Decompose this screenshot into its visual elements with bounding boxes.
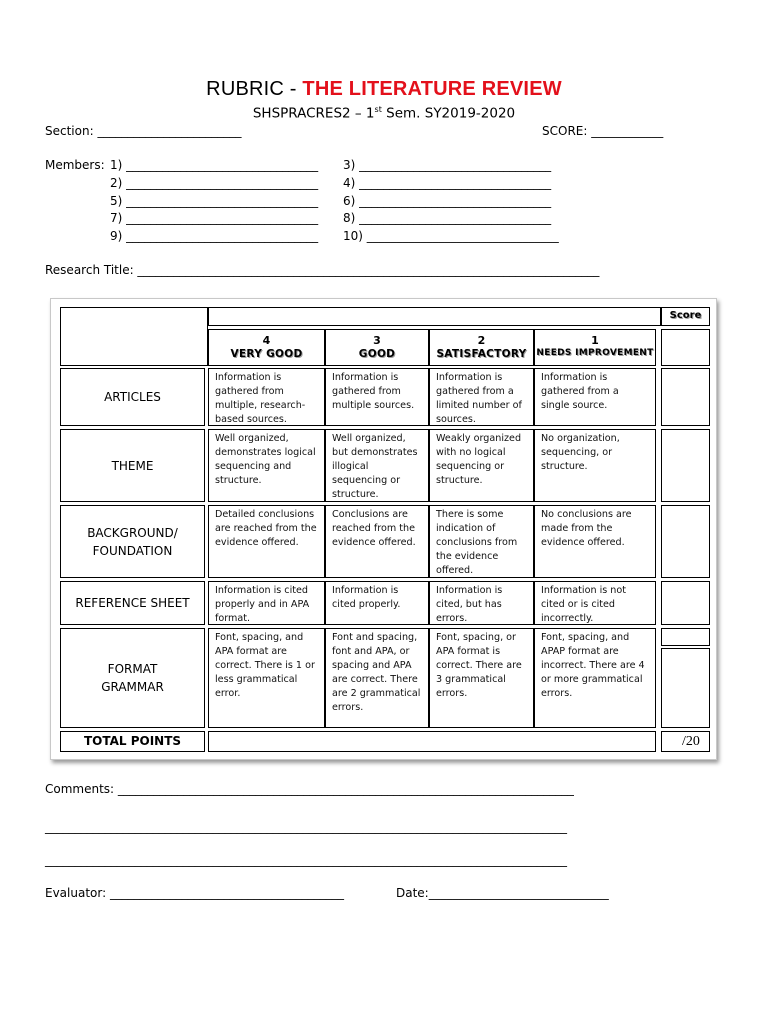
level-num-3: 3 xyxy=(373,334,381,347)
date-field[interactable]: Date:______________________________ xyxy=(396,886,609,900)
level-header-3 xyxy=(325,329,429,366)
score-cell-format[interactable] xyxy=(661,648,710,728)
criterion-cell: Font, spacing, and APA format are correct. There is 1 or less grammatical error. xyxy=(208,628,325,728)
criterion-cell: Well organized, but demonstrates illogical sequencing or structure. xyxy=(325,429,429,502)
page-title xyxy=(0,78,768,101)
comment-line-3[interactable]: _______________________________________________________________________________________ xyxy=(45,853,567,867)
evaluator-field[interactable]: Evaluator: _______________________________________ xyxy=(45,886,344,900)
total-points-label: TOTAL POINTS xyxy=(60,731,205,752)
title-main: THE LITERATURE REVIEW xyxy=(302,78,562,100)
member-8-field[interactable]: 8) ________________________________ xyxy=(343,211,552,225)
score-cell-background[interactable] xyxy=(661,505,710,578)
member-4-field[interactable]: 4) ________________________________ xyxy=(343,176,552,190)
member-3-field[interactable]: 3) ________________________________ xyxy=(343,158,552,172)
criterion-cell: No organization, sequencing, or structure. xyxy=(534,429,656,502)
score-header: Score xyxy=(661,307,710,326)
criterion-cell: No conclusions are made from the evidence offered. xyxy=(534,505,656,578)
total-points-value[interactable]: /20 xyxy=(661,731,710,752)
criterion-cell: Font, spacing, and APAP format are incorrect. There are 4 or more grammatical errors. xyxy=(534,628,656,728)
member-2-field[interactable]: 2) ________________________________ xyxy=(110,176,319,190)
criterion-cell: Weakly organized with no logical sequencing or structure. xyxy=(429,429,534,502)
header-top-blank xyxy=(208,307,661,326)
criterion-cell: Font, spacing, or APA format is correct. There are 3 grammatical errors. xyxy=(429,628,534,728)
subtitle-sup: st xyxy=(374,105,382,114)
level-header-2 xyxy=(429,329,534,366)
row-label-format-grammar: FORMAT GRAMMAR xyxy=(60,628,205,728)
score-header-blank xyxy=(661,329,710,366)
score-field[interactable]: SCORE: ____________ xyxy=(542,124,664,138)
criterion-cell: Conclusions are reached from the evidence offered. xyxy=(325,505,429,578)
member-5-field[interactable]: 5) ________________________________ xyxy=(110,194,319,208)
level-header-4 xyxy=(208,329,325,366)
title-prefix: RUBRIC - xyxy=(206,78,303,100)
comment-line-2[interactable]: _______________________________________________________________________________________ xyxy=(45,820,567,834)
level-label-2: SATISFACTORY xyxy=(436,348,527,360)
row-label-theme: THEME xyxy=(60,429,205,502)
research-title-field[interactable]: Research Title: _____________________________________________________________________________ xyxy=(45,263,600,277)
level-num-1: 1 xyxy=(591,334,599,347)
criterion-cell: Information is gathered from multiple, research-based sources. xyxy=(208,368,325,426)
criterion-cell: Information is cited, but has errors. xyxy=(429,581,534,625)
criterion-cell: Information is gathered from multiple sources. xyxy=(325,368,429,426)
subtitle-post: Sem. SY2019-2020 xyxy=(381,105,516,122)
criterion-cell: There is some indication of conclusions from the evidence offered. xyxy=(429,505,534,578)
level-label-3: GOOD xyxy=(358,348,396,360)
level-num-4: 4 xyxy=(262,334,271,347)
level-num-2: 2 xyxy=(477,334,486,347)
total-blank xyxy=(208,731,656,752)
member-9-field[interactable]: 9) ________________________________ xyxy=(110,229,319,243)
section-field[interactable]: Section: ________________________ xyxy=(45,124,242,138)
criterion-cell: Well organized, demonstrates logical sequencing and structure. xyxy=(208,429,325,502)
member-1-field[interactable]: 1) ________________________________ xyxy=(110,158,319,172)
score-cell-format-top[interactable] xyxy=(661,628,710,646)
subtitle-pre: SHSPRACRES2 – 1 xyxy=(252,105,375,122)
level-label-1: NEEDS IMPROVEMENT xyxy=(536,348,654,358)
row-label-articles: ARTICLES xyxy=(60,368,205,426)
members-label: Members: xyxy=(45,158,105,172)
level-label-4: VERY GOOD xyxy=(230,348,303,360)
criterion-cell: Font and spacing, font and APA, or spacing and APA are correct. There are 2 grammatical errors. xyxy=(325,628,429,728)
comments-field[interactable]: Comments: ____________________________________________________________________________ xyxy=(45,782,574,796)
criterion-cell: Information is cited properly. xyxy=(325,581,429,625)
criterion-cell: Information is gathered from a limited number of sources. xyxy=(429,368,534,426)
row-label-background: BACKGROUND/ FOUNDATION xyxy=(60,505,205,578)
member-7-field[interactable]: 7) ________________________________ xyxy=(110,211,319,225)
score-cell-articles[interactable] xyxy=(661,368,710,426)
criterion-cell: Information is gathered from a single source. xyxy=(534,368,656,426)
score-cell-theme[interactable] xyxy=(661,429,710,502)
level-header-1 xyxy=(534,329,656,366)
row-label-reference-sheet: REFERENCE SHEET xyxy=(60,581,205,625)
member-6-field[interactable]: 6) ________________________________ xyxy=(343,194,552,208)
page-subtitle xyxy=(0,105,768,122)
criterion-cell: Information is not cited or is cited incorrectly. xyxy=(534,581,656,625)
score-cell-reference-sheet[interactable] xyxy=(661,581,710,625)
criterion-cell: Information is cited properly and in APA format. xyxy=(208,581,325,625)
criterion-cell: Detailed conclusions are reached from the evidence offered. xyxy=(208,505,325,578)
member-10-field[interactable]: 10) ________________________________ xyxy=(343,229,559,243)
corner-cell xyxy=(60,307,208,366)
